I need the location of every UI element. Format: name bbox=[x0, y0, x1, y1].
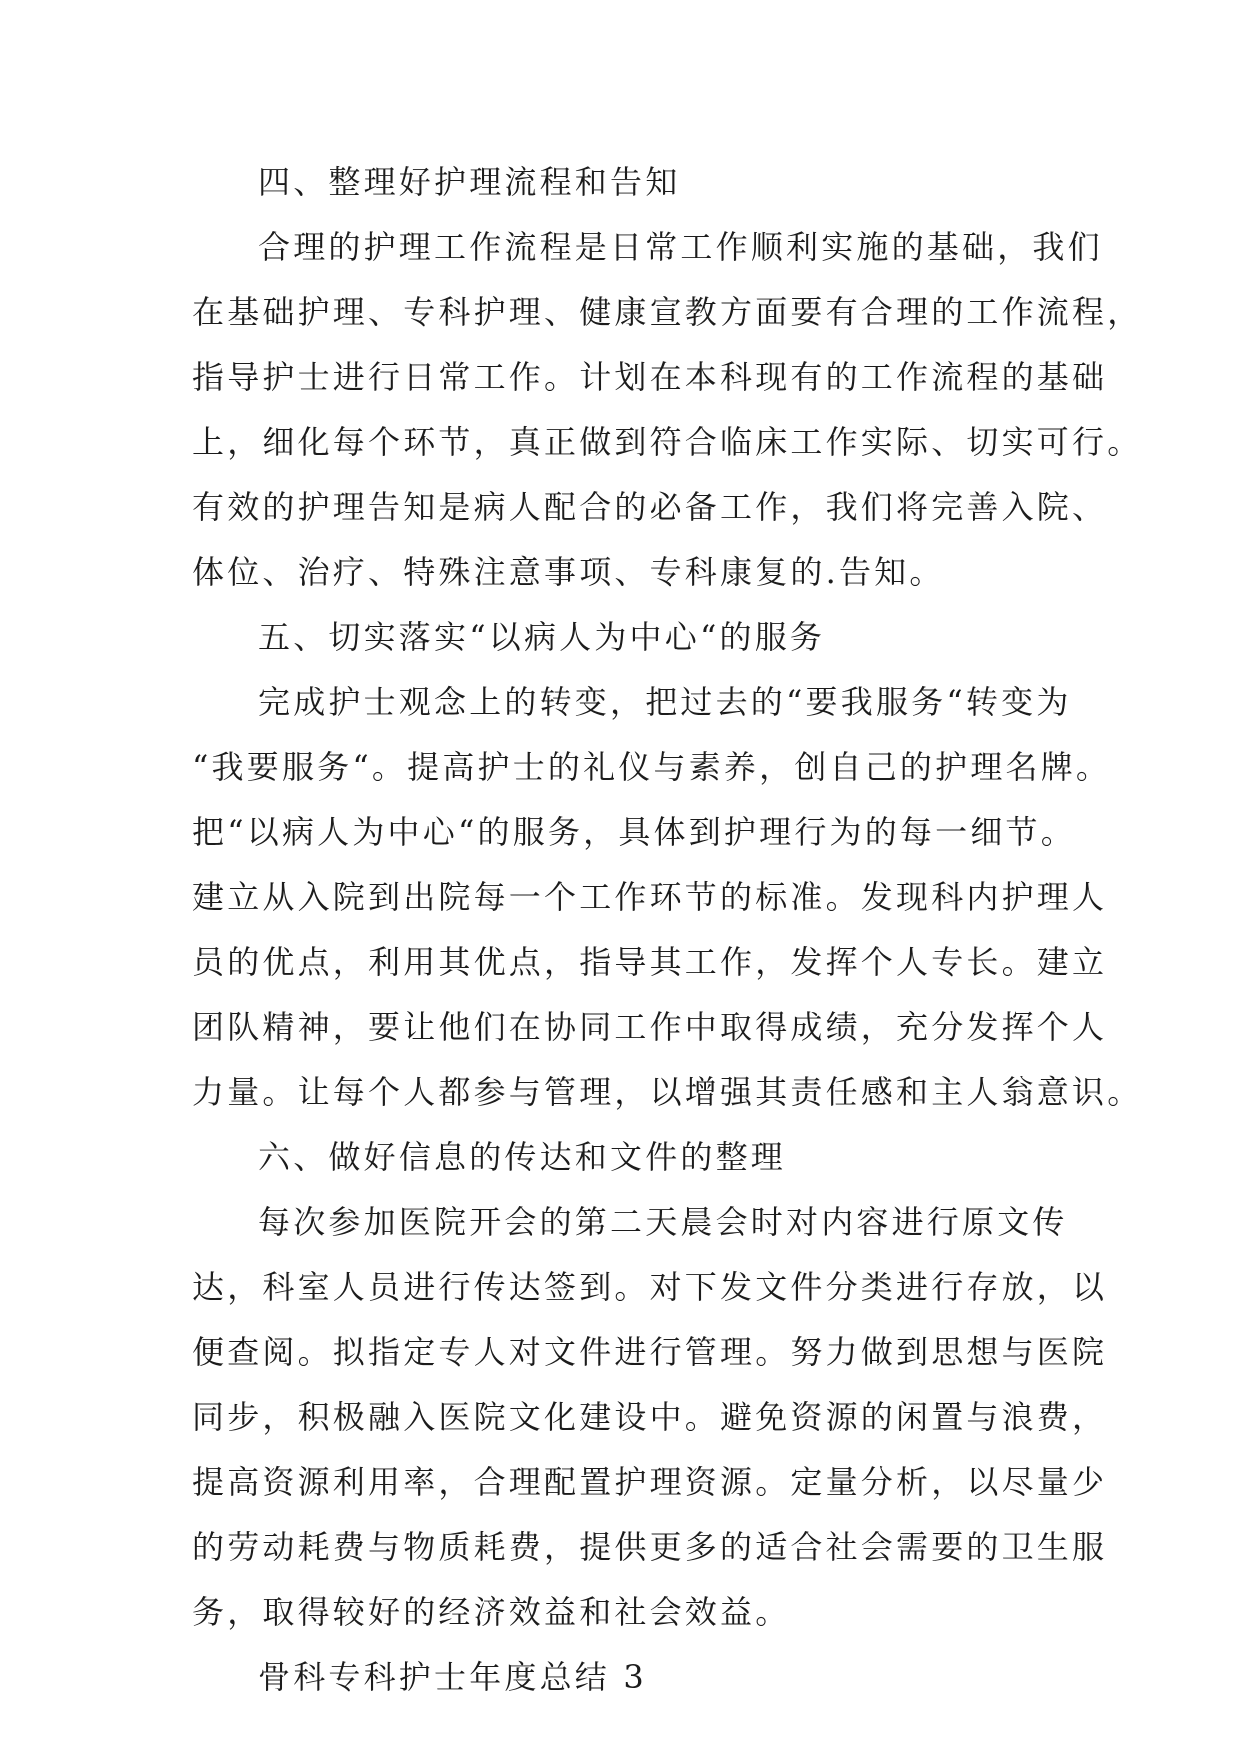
paragraph-line: 有效的护理告知是病人配合的必备工作，我们将完善入院、 bbox=[192, 488, 1108, 526]
paragraph-line: 指导护士进行日常工作。计划在本科现有的工作流程的基础 bbox=[192, 358, 1108, 396]
paragraph-line: 务，取得较好的经济效益和社会效益。 bbox=[192, 1593, 791, 1631]
paragraph-line: “我要服务“。提高护士的礼仪与素养，创自己的护理名牌。 bbox=[192, 748, 1112, 786]
section-heading-4: 四、整理好护理流程和告知 bbox=[258, 163, 681, 201]
paragraph-line: 提高资源利用率，合理配置护理资源。定量分析，以尽量少 bbox=[192, 1463, 1108, 1501]
paragraph-line: 在基础护理、专科护理、健康宣教方面要有合理的工作流程， bbox=[192, 293, 1143, 331]
paragraph-line: 达，科室人员进行传达签到。对下发文件分类进行存放，以 bbox=[192, 1268, 1108, 1306]
paragraph-line: 的劳动耗费与物质耗费，提供更多的适合社会需要的卫生服 bbox=[192, 1528, 1108, 1566]
paragraph-line: 合理的护理工作流程是日常工作顺利实施的基础，我们 bbox=[258, 228, 1103, 266]
paragraph-line: 每次参加医院开会的第二天晨会时对内容进行原文传 bbox=[258, 1203, 1068, 1241]
paragraph-line: 便查阅。拟指定专人对文件进行管理。努力做到思想与医院 bbox=[192, 1333, 1108, 1371]
section-heading-5: 五、切实落实“以病人为中心“的服务 bbox=[258, 618, 826, 656]
paragraph-line: 完成护士观念上的转变，把过去的“要我服务“转变为 bbox=[258, 683, 1072, 721]
paragraph-line: 团队精神，要让他们在协同工作中取得成绩，充分发挥个人 bbox=[192, 1008, 1108, 1046]
paragraph-line: 力量。让每个人都参与管理，以增强其责任感和主人翁意识。 bbox=[192, 1073, 1143, 1111]
summary-title: 骨科专科护士年度总结 3 bbox=[258, 1658, 647, 1696]
paragraph-line: 建立从入院到出院每一个工作环节的标准。发现科内护理人 bbox=[192, 878, 1108, 916]
paragraph-line: 体位、治疗、特殊注意事项、专科康复的.告知。 bbox=[192, 553, 945, 591]
paragraph-line: 员的优点，利用其优点，指导其工作，发挥个人专长。建立 bbox=[192, 943, 1108, 981]
section-heading-6: 六、做好信息的传达和文件的整理 bbox=[258, 1138, 787, 1176]
paragraph-line: 把“以病人为中心“的服务，具体到护理行为的每一细节。 bbox=[192, 813, 1076, 851]
paragraph-line: 同步，积极融入医院文化建设中。避免资源的闲置与浪费， bbox=[192, 1398, 1108, 1436]
paragraph-line: 上，细化每个环节，真正做到符合临床工作实际、切实可行。 bbox=[192, 423, 1143, 461]
